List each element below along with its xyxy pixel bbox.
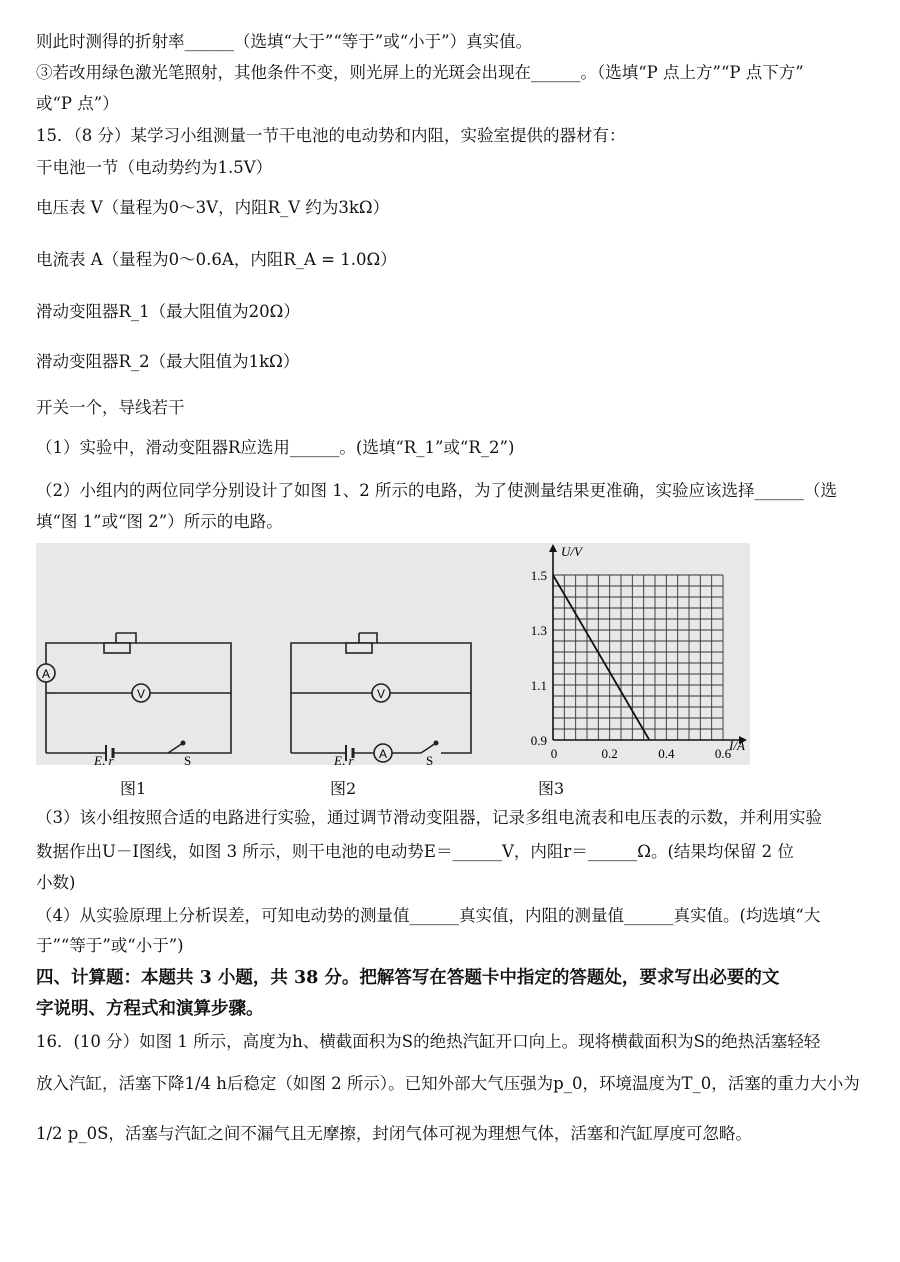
- section-4-heading-a: 四、计算题：本题共 3 小题，共 38 分。把解答写在答题卡中指定的答题处，要求写出必要的文: [36, 968, 780, 988]
- item-rheostat-1: 滑动变阻器R_1（最大阻值为20Ω）: [36, 302, 300, 321]
- y-tick-label: 0.9: [530, 733, 547, 748]
- question-15-2-b: 填“图 1”或“图 2”）所示的电路。: [36, 512, 283, 531]
- u-i-line: [553, 575, 649, 740]
- question-15-4-b: 于”“等于”或“小于”): [36, 936, 184, 955]
- item-rheostat-2: 滑动变阻器R_2（最大阻值为1kΩ）: [36, 352, 300, 371]
- fig1-source-label: E, r: [94, 753, 114, 765]
- text-line-2: ③若改用绿色激光笔照射，其他条件不变，则光屏上的光斑会出现在______。（选填“P 点上方”“P 点下方”: [36, 63, 804, 82]
- question-16-a: 16．(10 分）如图 1 所示，高度为h、横截面积为S的绝热汽缸开口向上。现将横截面积为S的绝热活塞轻轻: [36, 1032, 821, 1051]
- item-ammeter: 电流表 A（量程为0～0.6A，内阻R_A = 1.0Ω）: [36, 250, 397, 269]
- question-15-3-b: 数据作出U－I图线，如图 3 所示，则干电池的电动势E＝______V，内阻r＝______Ω。(结果均保留 2 位: [36, 842, 794, 861]
- fig2-switch-label: S: [426, 753, 434, 765]
- y-axis-label: U/V: [561, 544, 582, 559]
- y-axis-arrow-icon: [549, 544, 557, 552]
- figure-panel: [36, 543, 750, 765]
- caption-figure-3: 图3: [538, 779, 565, 798]
- x-axis-label: I/A: [729, 738, 745, 753]
- fig1-components: [37, 664, 191, 765]
- question-16-b: 放入汽缸，活塞下降1/4 h后稳定（如图 2 所示）。已知外部大气压强为p_0，环境温度为T_0，活塞的重力大小为: [36, 1074, 860, 1093]
- x-tick-label: 0.2: [601, 746, 618, 761]
- item-switch: 开关一个，导线若干: [36, 398, 185, 417]
- question-15-3-a: （3）该小组按照合适的电路进行实验，通过调节滑动变阻器，记录多组电流表和电压表的示数，并利用实验: [36, 808, 822, 827]
- fig1-ammeter-label: A: [41, 667, 51, 681]
- question-15-3-c: 小数): [36, 873, 76, 892]
- question-15-header: 15．（8 分）某学习小组测量一节干电池的电动势和内阻，实验室提供的器材有：: [36, 126, 626, 145]
- section-4-heading-b: 字说明、方程式和演算步骤。: [36, 999, 264, 1019]
- y-tick-label: 1.5: [530, 568, 547, 583]
- caption-figure-2: 图2: [330, 779, 357, 798]
- question-15-2-a: （2）小组内的两位同学分别设计了如图 1、2 所示的电路，为了使测量结果更准确，实验应该选择______（选: [36, 481, 837, 500]
- fig2-ammeter-label: A: [378, 747, 388, 761]
- x-tick-label: 0.4: [658, 746, 675, 761]
- fig2-source-label: E, r: [334, 753, 354, 765]
- figure-svg: [36, 543, 750, 765]
- ui-graph-figure-3: [531, 544, 747, 761]
- fig2-voltmeter-label: V: [376, 687, 386, 701]
- text-line-1: 则此时测得的折射率______（选填“大于”“等于”或“小于”）真实值。: [36, 32, 533, 51]
- question-16-c: 1/2 p_0S，活塞与汽缸之间不漏气且无摩擦，封闭气体可视为理想气体，活塞和汽缸厚度可忽略。: [36, 1124, 752, 1143]
- caption-figure-1: 图1: [120, 779, 147, 798]
- question-15-1: （1）实验中，滑动变阻器R应选用______。(选填“R_1”或“R_2”): [36, 438, 515, 457]
- text-line-3: 或“P 点”）: [36, 94, 119, 113]
- y-tick-label: 1.1: [530, 678, 547, 693]
- x-tick-label: 0.6: [714, 746, 732, 761]
- fig1-switch-label: S: [184, 753, 192, 765]
- fig1-voltmeter-label: V: [136, 687, 146, 701]
- item-voltmeter: 电压表 V（量程为0～3V，内阻R_V 约为3kΩ）: [36, 198, 390, 217]
- item-battery: 干电池一节（电动势约为1.5V）: [36, 158, 273, 177]
- fig2-components: [333, 684, 439, 765]
- y-tick-label: 1.3: [530, 623, 547, 638]
- x-tick-label: 0: [550, 746, 558, 761]
- question-15-4-a: （4）从实验原理上分析误差，可知电动势的测量值______真实值，内阻的测量值______真实值。(均选填“大: [36, 906, 821, 925]
